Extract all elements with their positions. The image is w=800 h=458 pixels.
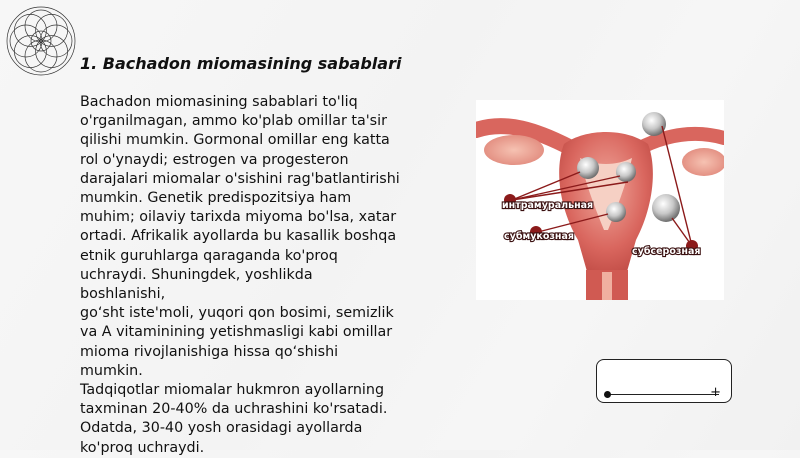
play-position-knob-icon[interactable] [604, 391, 611, 398]
label-intramural: интрамуральная [502, 200, 594, 211]
progress-track[interactable] [607, 394, 719, 395]
slide-body-text: Bachadon miomasining sabablari to'liq o'rganilmagan, ammo ko'plab omillar ta'sir qilishi mumkin. Gormonal omillar eng katta rol o'ynaydi; estrogen va progesteron darajalari miomalar o'sishini rag'batlantirishi mumkin. Genetik predispozitsiya ham muhim; oilaviy tarixda miyoma bo'lsa, xatar ortadi. Afrikalik ayollarda bu kasallik boshqa etnik guruhlarga qaraganda ko'proq uchraydi. Shuningdek, yoshlikda boshlanishi, go‘sht iste'moli, yuqori qon bosimi, semizlik va A vitaminining yetishmasligi kabi omillar mioma rivojlanishiga hissa qo‘shishi mumkin. Tadqiqotlar miomalar hukmron ayollarning taxminan 20-40% da uchrashini ko'rsatadi. Odatda, 30-40 yosh orasidagi ayollarda ko'proq uchraydi. [80, 94, 400, 456]
label-submucous: субмукозная [504, 231, 574, 242]
slide-title: 1. Bachadon miomasining sabablari [80, 54, 402, 73]
label-subserous: субсерозная [632, 246, 701, 257]
uterus-fibroid-illustration [476, 100, 724, 300]
logo-icon [4, 4, 78, 78]
media-player[interactable] [596, 359, 732, 403]
plus-icon[interactable]: + [710, 385, 721, 400]
